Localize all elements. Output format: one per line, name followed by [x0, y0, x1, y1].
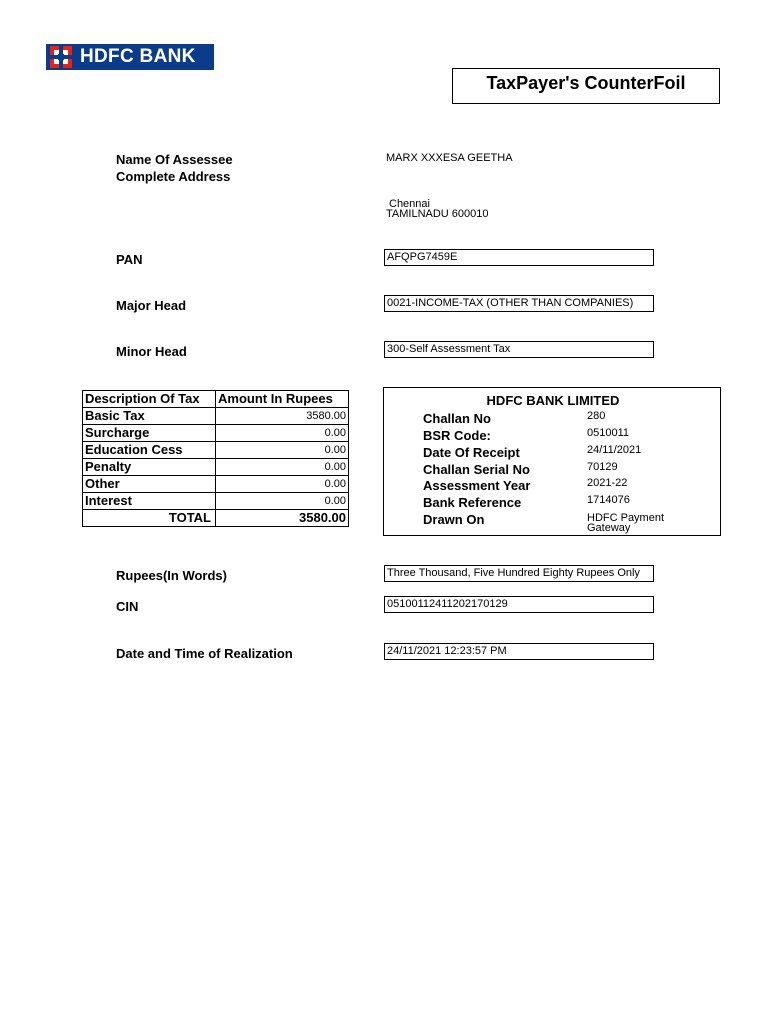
total-value: 3580.00 [216, 510, 349, 527]
complete-address-label: Complete Address [116, 169, 231, 184]
total-label: TOTAL [83, 510, 216, 527]
bsr-code-value: 0510011 [587, 427, 630, 439]
address-line-2: TAMILNADU 600010 [386, 208, 489, 220]
challan-no-value: 280 [587, 410, 606, 422]
tax-amount-cell: 0.00 [216, 476, 349, 493]
tax-desc-cell: Interest [83, 493, 216, 510]
tax-desc-cell: Basic Tax [83, 408, 216, 425]
pan-label: PAN [116, 252, 143, 267]
tax-desc-cell: Penalty [83, 459, 216, 476]
table-row [83, 425, 349, 442]
logo-text: HDFC BANK [80, 46, 196, 67]
date-of-receipt-label: Date Of Receipt [423, 445, 520, 460]
address-line-1: Chennai [389, 198, 430, 210]
cin-value-box: 05100112411202170129 [384, 596, 654, 613]
tax-amount-cell: 0.00 [216, 493, 349, 510]
tax-amount-cell: 3580.00 [216, 408, 349, 425]
tax-desc-cell: Education Cess [83, 442, 216, 459]
major-head-label: Major Head [116, 298, 187, 313]
tax-description-table [82, 390, 349, 527]
cin-label: CIN [116, 599, 139, 614]
total-row [83, 510, 349, 527]
hdfc-logo-icon [50, 46, 72, 68]
challan-no-label: Challan No [423, 411, 491, 426]
assessment-year-label: Assessment Year [423, 478, 531, 493]
pan-value-box: AFQPG7459E [384, 249, 654, 266]
major-head-value-box: 0021-INCOME-TAX (OTHER THAN COMPANIES) [384, 295, 654, 312]
tax-desc-cell: Other [83, 476, 216, 493]
page-title: TaxPayer's CounterFoil [452, 68, 720, 104]
drawn-on-value-line-2: Gateway [587, 522, 631, 534]
tax-amount-cell: 0.00 [216, 425, 349, 442]
challan-serial-no-value: 70129 [587, 461, 618, 473]
table-row [83, 459, 349, 476]
bank-reference-label: Bank Reference [423, 495, 522, 510]
table-row [83, 493, 349, 510]
hdfc-bank-logo [46, 44, 214, 70]
table-header-row [83, 391, 349, 408]
minor-head-label: Minor Head [116, 344, 187, 359]
minor-head-value-box: 300-Self Assessment Tax [384, 341, 654, 358]
name-of-assessee-value: MARX XXXESA GEETHA [386, 152, 513, 164]
rupees-in-words-value-box: Three Thousand, Five Hundred Eighty Rupees Only [384, 565, 654, 582]
drawn-on-value-line-1: HDFC Payment [587, 512, 665, 524]
bsr-code-label: BSR Code: [423, 428, 491, 443]
name-of-assessee-label: Name Of Assessee [116, 152, 233, 167]
tax-amount-cell: 0.00 [216, 459, 349, 476]
description-of-tax-header: Description Of Tax [83, 391, 216, 408]
bank-title: HDFC BANK LIMITED [486, 393, 620, 408]
tax-amount-cell: 0.00 [216, 442, 349, 459]
bank-details-box [383, 387, 721, 536]
table-row [83, 442, 349, 459]
assessment-year-value: 2021-22 [587, 477, 628, 489]
date-time-realization-value-box: 24/11/2021 12:23:57 PM [384, 643, 654, 660]
rupees-in-words-label: Rupees(In Words) [116, 568, 227, 583]
tax-desc-cell: Surcharge [83, 425, 216, 442]
challan-serial-no-label: Challan Serial No [423, 462, 530, 477]
table-row [83, 476, 349, 493]
date-of-receipt-value: 24/11/2021 [587, 444, 642, 456]
table-row [83, 408, 349, 425]
bank-reference-value: 1714076 [587, 494, 630, 506]
amount-in-rupees-header: Amount In Rupees [216, 391, 349, 408]
drawn-on-label: Drawn On [423, 512, 485, 527]
date-time-realization-label: Date and Time of Realization [116, 646, 293, 661]
